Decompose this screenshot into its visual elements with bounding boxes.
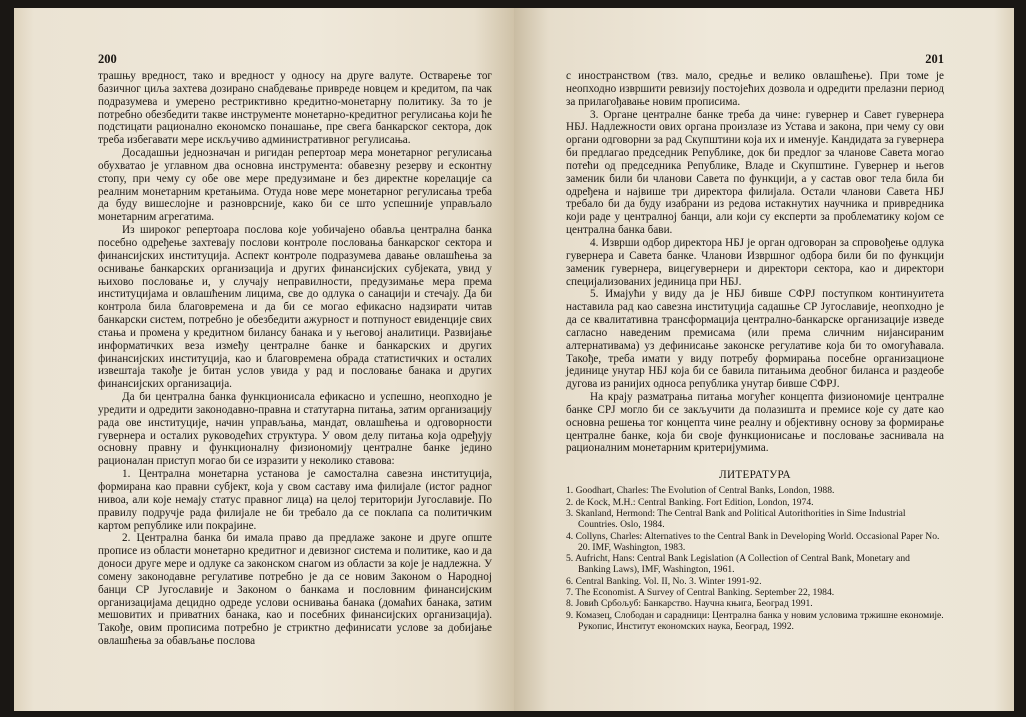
paragraph: Из широког репертоара послова које уобичајено обавља централна банка посебно одређење захтевају послови контроле пословања банкарског сектора и финансијских институција. Аспект контроле подразумева давање овлашћења за оснивање банкарских организација и других финансијских субјеката, увид у њихово пословање и, у случају неправилности, предузимање мера према институцијама и овлашћеним лицима, све до одлука о санацији и стечају. Да би контрола била благовремена и да би се могао ефикасно надзирати читав банкарски систем, потребно је обезбедити ажурност и потпуност евиденције свих стања и промена у кредитном билансу банака и у његовој аналитици. Развијање информатичких веза између централне банке и банкарских и других финансијских институција, као и благовремена обрада статистичких и осталих извештаја такође је битан услов увида у рад и пословање банака и других финансијских организација. — [98, 224, 492, 391]
paragraph: 1. Централна монетарна установа је самостална савезна институција, формирана као правни субјект, која у свом саставу има филијале (истог радног нивоа, али које немају статус правног лица) на целој територији Југославије. По правилу подручје рада филијале не би требало да се поклапа са политичким картом републике или покрајине. — [98, 468, 492, 532]
paragraph: Досадашњи једнозначан и ригидан репертоар мера монетарног регулисања обухватао је углавном два основна инструмента: обавезну резерву и есконтну стопу, при чему су обе ове мере предузимане и без директне корелације са реалним монетарним кретањима. Отуда нове мере монетарног регулисања треба да буду вишеслојне и разноврсније, како би се што успешније управљало монетарним агрегатима. — [98, 147, 492, 224]
page-number-left: 200 — [98, 52, 117, 66]
bibliography — [566, 469, 944, 632]
bibliography-entry: 6. Central Banking. Vol. II, No. 3. Winter 1991-92. — [566, 575, 762, 587]
bibliography-entry: 9. Комазец, Слободан и сарадници: Централна банка у новим условима тржишне економије. Рукопис, Институт економских наука, Београд, 1992. — [566, 609, 944, 632]
left-page-body — [98, 70, 492, 648]
bibliography-entry: 2. de Kock, M.H.: Central Banking. Fort Edition, London, 1974. — [566, 496, 814, 508]
bibliography-title: ЛИТЕРАТУРА — [719, 469, 791, 482]
right-page — [514, 8, 1014, 711]
right-page-body — [566, 70, 944, 455]
bibliography-entry: 7. The Economist. A Survey of Central Banking. September 22, 1984. — [566, 586, 835, 598]
paragraph: 2. Централна банка би имала право да предлаже законе и друге опште прописе из области монетарно кредитног и девизног система и политике, као и да доноси друге мере и одлуке са законском снагом из области за које је надлежна. У сомену законодавне регулативе потребно је да се новим Законом о Народној банци СР Југославије и Законом о банкама и пословним финансијским организацијама децидно одреде услови оснивања банака (домаћих банака, затим мешовитих и приватних банака, као и посебних финансијских организација). Такође, овим прописима потребно је стриктно дефинисати услове за добијање овлашћења за обављање послова — [98, 532, 492, 648]
bibliography-entry: 4. Collyns, Charles: Alternatives to the Central Bank in Developing World. Occasional Paper No. 20. IMF, Washington, 1983. — [566, 530, 940, 553]
book-spread — [14, 8, 1014, 711]
left-page — [14, 8, 514, 711]
bibliography-entry: 1. Goodhart, Charles: The Evolution of Central Banks, London, 1988. — [566, 485, 835, 497]
paragraph: 4. Изврши одбор директора НБЈ је орган одговоран за спровођење одлука гувернера и Савета банке. Чланови Извршног одбора били би по функцији заменик гувернера, вицегувернери и директори сектора, као и директори специјализованих јединица при НБЈ. — [566, 236, 944, 288]
paragraph: 5. Имајући у виду да је НБЈ бивше СФРЈ поступком континуитета наставила рад као савезна институција садашње СР Југославије, неопходно је да се квалитативна трансформација централно-банкарске организације изведе сагласно наведеним премисама (или према сличним нијансираним алтернативама) уз дефинисање законске регулативе која би то омогућавала. Такође, треба имати у виду потребу формирања посебне организационе јединице унутар НБЈ која би се бавила питањима деобног биланса и раздеобе дугова из ранијих односа република унутар бивше СФРЈ. — [566, 288, 944, 391]
bibliography-list — [566, 485, 944, 632]
paragraph: Да би централна банка функционисала ефикасно и успешно, неопходно је уредити и одредити законодавно-правна и статутарна питања, затим организацију рада ове институције, начин управљања, мандат, овлашћења и одговорности гувернера и осталих руководећих структура. У овом делу питања која одређују основну правну и функционалну физиономију централне банке једино рационалан приступ могао би се изразити у неколико ставова: — [98, 391, 492, 468]
bibliography-entry: 5. Aufricht, Hans: Central Bank Legislation (A Collection of Central Bank, Monetary and Banking Laws), IMF, Washington, 1961. — [566, 553, 910, 576]
paragraph: с иностранством (твз. мало, средње и велико овлашћење). При томе је неопходно извршити ревизију постојећих дозвола и одредити прелазни период за прилагођавање новим прописима. — [566, 70, 944, 108]
page-number-right: 201 — [925, 52, 944, 66]
paragraph: 3. Органе централне банке треба да чине: гувернер и Савет гувернера НБЈ. Надлежности ових органа произлазе из Устава и закона, при чему су ови органи одговорни за рад Скупштини која их и именује. Кандидата за гувернера би предлагао председник Републике, док би предлог за чланове Савета могао потећи од председника Републике, Владе и Скупштине. Гувернер и његов заменик били би чланови Савета по функцији, а у састав овог тела била би одређена и највише три директора филијала. Остали чланови Савета НБЈ требало би да буду изабрани из редова истакнутих научника и привредника који раде у централној банци, али који су експерти за проблематику којом се централна банка бави. — [566, 108, 944, 237]
paragraph: трашњу вредност, тако и вредност у односу на друге валуте. Остварење тог базичног циља захтева дозирано снабдевање привреде новцем и кредитом, па чак подразумева и умерено рестриктивно кредитно-монетарну политику. За то је потребно обезбедити такве инструменте монетарно-кредитног регулисања који ће подстицати рационално економско понашање, пре свега банкарског сектора, док треба избегавати мере искључиво административног регулисања. — [98, 70, 492, 147]
paragraph: На крају разматрања питања могућег концепта физиономије централне банке СРЈ могло би се закључити да полазишта и премисе које су дате као основна решења тог концепта чине реалну и објективну основу за формирање централне банке, која би своје функционисање и пословање заснивала на рационалним монетарним критеријумима. — [566, 391, 944, 455]
bibliography-entry: 8. Јовић Србољуб: Банкарство. Научна књига, Београд 1991. — [566, 598, 813, 610]
bibliography-entry: 3. Skanland, Hermond: The Central Bank and Political Autorithorities in Sime Industrial Countries. Oslo, 1984. — [566, 507, 906, 531]
